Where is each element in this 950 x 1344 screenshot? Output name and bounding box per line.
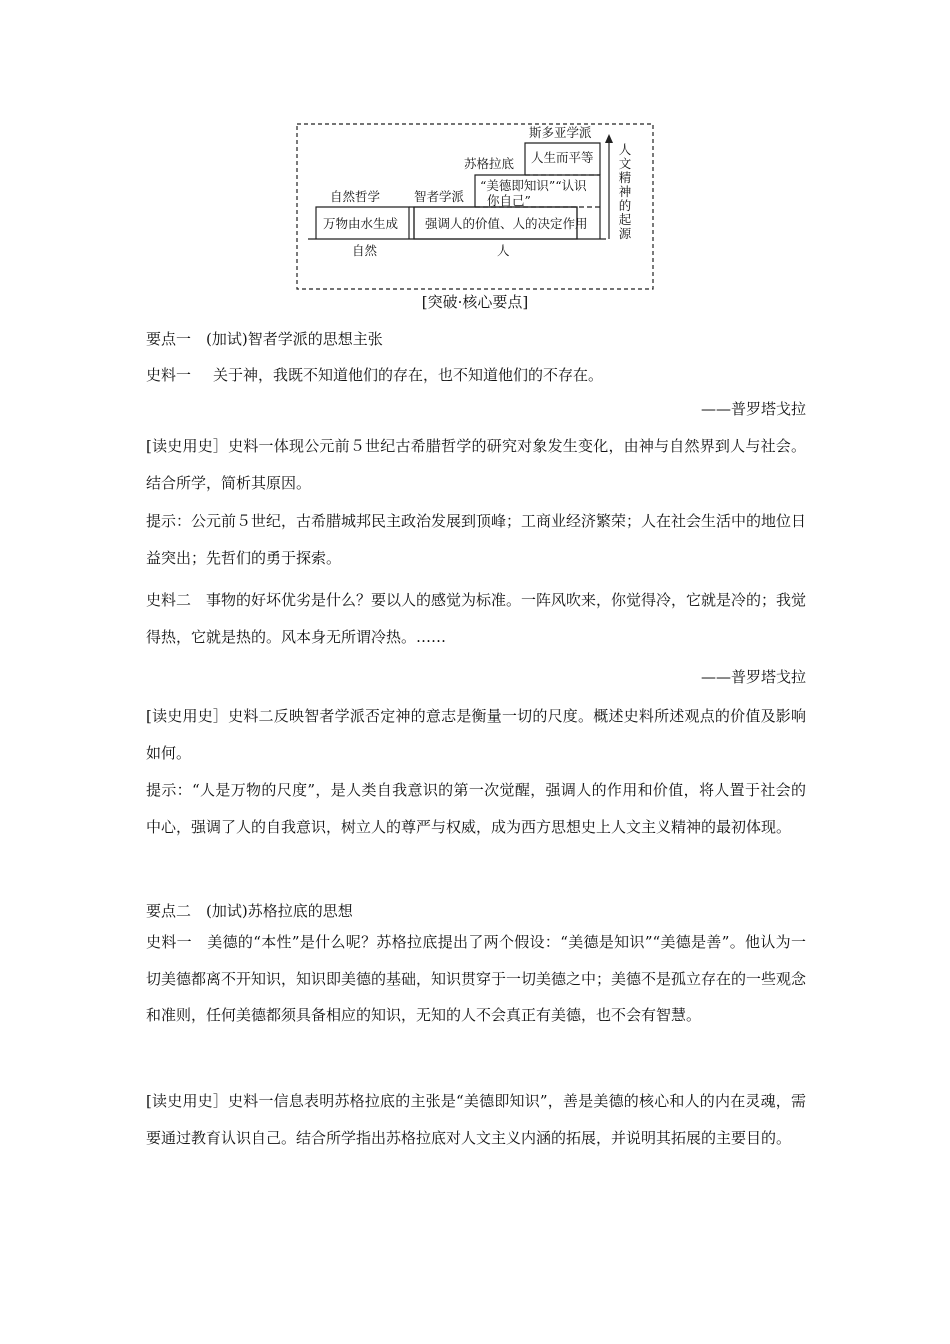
- point1-question2: [读史用史］史料二反映智者学派否定神的意志是衡量一切的尺度。概述史料所述观点的价值及影响如何。: [146, 707, 806, 762]
- point1-heading: 要点一 (加试)智者学派的思想主张: [146, 330, 383, 348]
- box-virtue-knowledge-2: 你自己”: [487, 193, 531, 208]
- box-virtue-knowledge-1: “美德即知识”“认识: [480, 178, 587, 193]
- point1-material1: [146, 364, 806, 386]
- section-caption: [突破·核心要点]: [421, 293, 529, 311]
- arrow-label-humanism-origin: 人文精神的起源: [618, 142, 632, 241]
- box-water-origin: 万物由水生成: [323, 216, 399, 231]
- material1-text: 关于神，我既不知道他们的存在，也不知道他们的不存在。: [213, 366, 604, 384]
- label-stoics: 斯多亚学派: [529, 125, 592, 140]
- label-natural-philosophy: 自然哲学: [330, 189, 381, 204]
- label-socrates: 苏格拉底: [464, 156, 515, 171]
- point2-question1: [读史用史］史料一信息表明苏格拉底的主张是“美德即知识”，善是美德的核心和人的内在灵魂，需要通过教育认识自己。结合所学指出苏格拉底对人文主义内涵的拓展，并说明其拓展的主要目的。: [146, 1092, 806, 1147]
- box-equality: 人生而平等: [531, 150, 594, 165]
- material1-label: 史料一: [146, 366, 192, 384]
- point1-material1-source: ——普罗塔戈拉: [700, 400, 806, 418]
- point1-answer1: 提示：公元前５世纪，古希腊城邦民主政治发展到顶峰；工商业经济繁荣；人在社会生活中的地位日益突出；先哲们的勇于探索。: [146, 512, 807, 567]
- arrow-head: [605, 134, 613, 143]
- axis-nature: 自然: [352, 243, 378, 258]
- point1-question1: [读史用史］史料一体现公元前５世纪古希腊哲学的研究对象发生变化，由神与自然界到人与社会。结合所学，简析其原因。: [146, 437, 806, 492]
- point2-material1: 史料一 美德的“本性”是什么呢？苏格拉底提出了两个假设：“美德是知识”“美德是善”。他认为一切美德都离不开知识，知识即美德的基础，知识贯穿于一切美德之中；美德不是孤立存在的一些观念和准则，任何美德都须具备相应的知识，无知的人不会真正有美德，也不会有智慧。: [146, 933, 807, 1024]
- box-human-value: 强调人的价值、人的决定作用: [425, 216, 588, 231]
- label-sophists: 智者学派: [414, 189, 465, 204]
- axis-human: 人: [497, 243, 510, 258]
- point1-answer2: 提示：“人是万物的尺度”，是人类自我意识的第一次觉醒，强调人的作用和价值，将人置于社会的中心，强调了人的自我意识，树立人的尊严与权威，成为西方思想史上人文主义精神的最初体现。: [146, 781, 806, 836]
- point1-material2-source: ——普罗塔戈拉: [700, 668, 806, 686]
- humanism-origin-diagram: [296, 123, 654, 290]
- point2-heading: 要点二 (加试)苏格拉底的思想: [146, 902, 353, 920]
- diagram-lines: [296, 123, 654, 290]
- point1-material2: 史料二 事物的好坏优劣是什么？要以人的感觉为标准。一阵风吹来，你觉得冷，它就是冷的；我觉得热，它就是热的。风本身无所谓冷热。……: [146, 591, 807, 646]
